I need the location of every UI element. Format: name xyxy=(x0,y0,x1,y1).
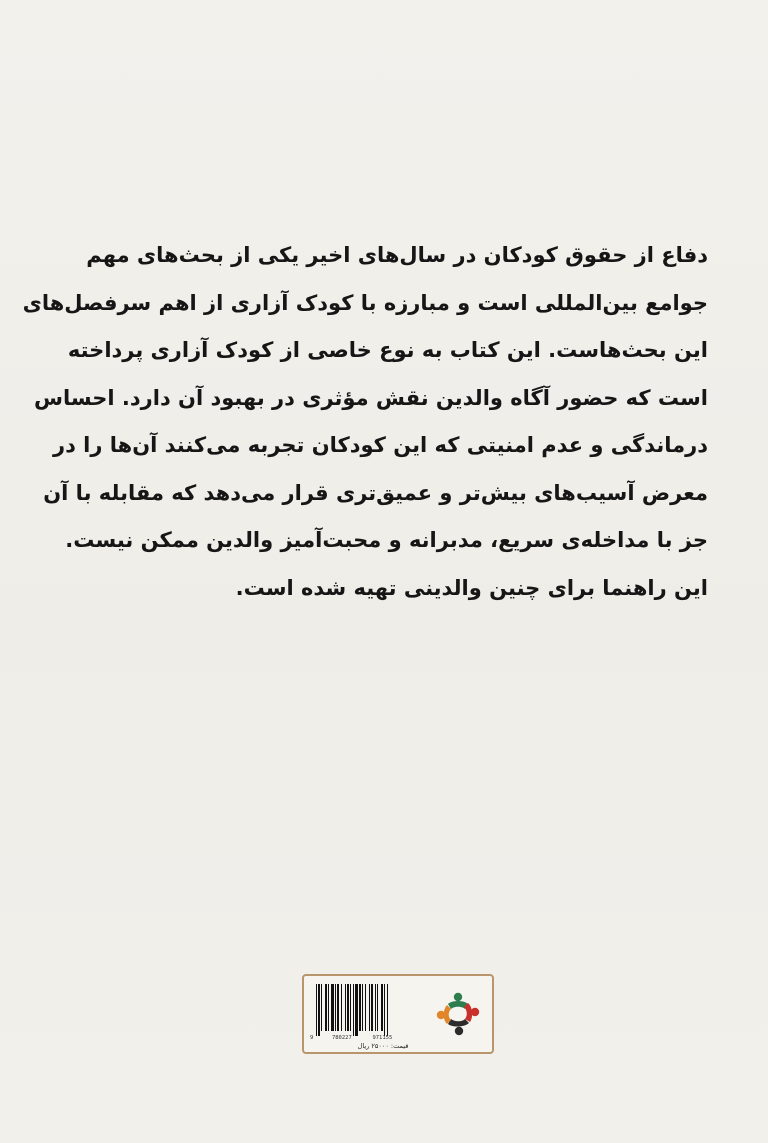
price-label: قیمت: ۲۵۰۰۰ ریال xyxy=(357,1042,409,1050)
blurb-line: جوامع بین‌المللی است و مبارزه با کودک آزاری از اهم سرفصل‌های xyxy=(22,290,708,315)
barcode-digit-group-right: 971155 xyxy=(372,1035,393,1041)
publisher-logo-icon xyxy=(434,990,482,1038)
barcode-digit-lead: 9 xyxy=(310,1035,314,1041)
barcode-digits xyxy=(310,1035,432,1041)
blurb-line: جز با مداخله‌ی سریع، مدبرانه و محبت‌آمیز والدین ممکن نیست. xyxy=(65,528,708,552)
back-cover-blurb xyxy=(22,232,708,612)
barcode-box xyxy=(302,974,494,1054)
isbn-barcode xyxy=(314,984,424,1036)
blurb-line: درماندگی و عدم امنیتی که این کودکان تجربه می‌کنند آن‌ها را در xyxy=(53,433,708,457)
barcode-digit-group-left: 780227 xyxy=(331,1035,352,1041)
blurb-line: دفاع از حقوق کودکان در سال‌های اخیر یکی از بحث‌های مهم xyxy=(86,243,708,267)
blurb-line: معرض آسیب‌های بیش‌تر و عمیق‌تری قرار می‌دهد که مقابله با آن xyxy=(43,480,708,505)
blurb-line: این راهنما برای چنین والدینی تهیه شده است. xyxy=(235,575,708,600)
blurb-line: است که حضور آگاه والدین نقش مؤثری در بهبود آن دارد. احساس xyxy=(34,385,708,410)
blurb-line: این بحث‌هاست. این کتاب به نوع خاصی از کودک آزاری پرداخته xyxy=(67,338,708,362)
